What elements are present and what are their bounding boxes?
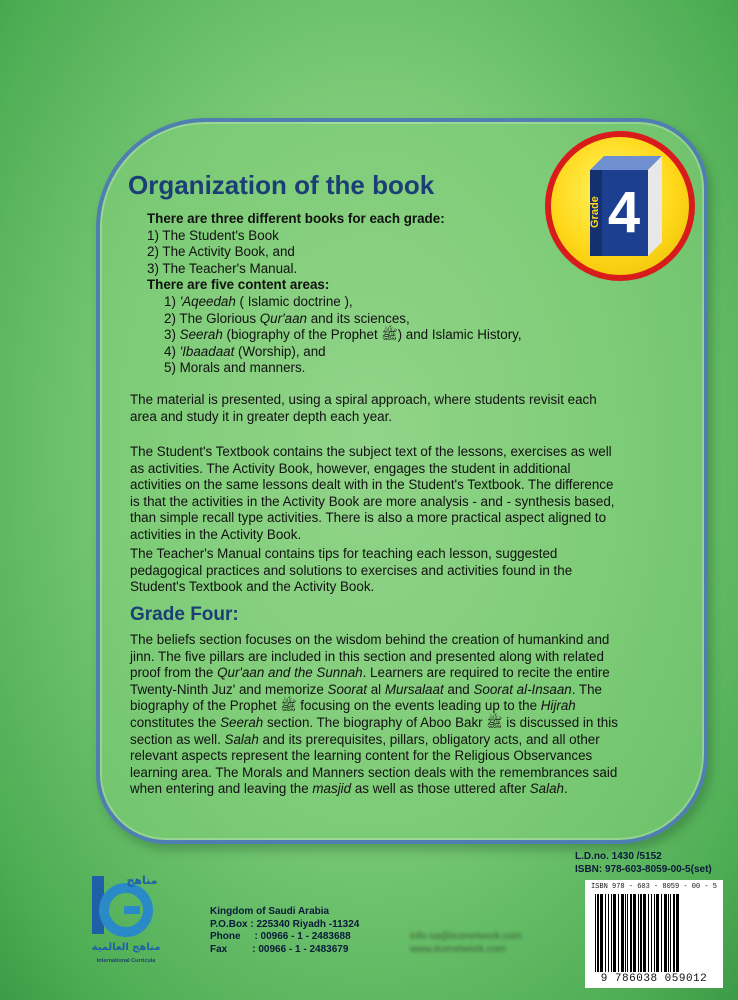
italic-term: Soorat al-Insaan [473, 681, 572, 697]
logo-arabic-bottom: مناهج العالمية [91, 942, 161, 953]
area-number: 5) Morals and manners. [164, 360, 306, 376]
barcode-bar [611, 894, 612, 972]
text-run: . Learners are required to recite the entire Twenty-Ninth Juz' and memorize [130, 665, 610, 697]
text-run: al [367, 681, 385, 697]
text-run: and [443, 681, 474, 697]
books-title: There are three different books for each grade: [147, 211, 445, 226]
barcode-bar [618, 894, 619, 972]
barcode-bar [630, 894, 632, 972]
barcode-bar [627, 894, 628, 972]
area-term: Qur'aan [259, 310, 307, 326]
badge-grade-number: 4 [607, 180, 641, 245]
paragraph-spiral: The material is presented, using a spiral approach, where students revisit each area and study it in greater depth each year. [130, 392, 597, 424]
italic-term: Seerah [220, 714, 264, 730]
book-item: 3) The Teacher's Manual. [147, 260, 298, 276]
barcode-bar [613, 894, 616, 972]
intro-list [147, 211, 597, 377]
barcode-bar [605, 894, 606, 972]
text-run: section. The biography of Aboo Bakr ﷺ is discussed in this section as well. [130, 714, 618, 747]
book-item: 1) The Student's Book [147, 227, 279, 243]
isbn-set: ISBN: 978-603-8059-00-5(set) [575, 864, 712, 875]
area-rest: (biography of the Prophet ﷺ) and Islamic History, [222, 327, 522, 343]
logo-arabic-top: مناهج [126, 874, 158, 887]
areas-list [147, 294, 597, 377]
barcode-bar [664, 894, 667, 972]
logo-caption: International Curricula [96, 958, 156, 964]
address-country: Kingdom of Saudi Arabia [210, 906, 330, 917]
italic-term: Qur'aan and the Sunnah [217, 665, 363, 681]
barcode-bar [640, 894, 642, 972]
barcode [585, 880, 723, 988]
barcode-digits: 9 786038 059012 [600, 973, 708, 985]
area-rest: (Worship), and [234, 343, 326, 359]
barcode-bar [676, 894, 679, 972]
italic-term: Soorat [327, 681, 367, 697]
barcode-bar [648, 894, 649, 972]
publisher-address [210, 906, 359, 956]
area-term: 'Aqeedah [179, 293, 236, 309]
contact-website: www.iicenetwork.com [410, 944, 506, 955]
text-run: The beliefs section focuses on the wisdom behind the creation of humankind and jinn. The five pillars are included in this section and presented along with related proof from the [130, 632, 610, 681]
area-item [164, 360, 597, 377]
areas-title: There are five content areas: [147, 277, 330, 293]
contact-email: info-sa@iicenetwork.com [410, 931, 522, 942]
paragraph-manual: The Teacher's Manual contains tips for teaching each lesson, suggested pedagogical practices and solutions to exercises and activities found in the Student's Textbook and the Activity Book. [130, 546, 573, 595]
area-item [164, 294, 597, 311]
italic-term: Hijrah [540, 698, 576, 714]
address-fax: Fax : 00966 - 1 - 2483679 [210, 943, 349, 955]
legal-info [575, 850, 712, 876]
area-rest: ( Islamic doctrine ), [235, 293, 353, 309]
italic-term: Salah [224, 731, 259, 747]
italic-term: Salah [529, 781, 564, 797]
barcode-bar [643, 894, 646, 972]
barcode-bar [661, 894, 662, 972]
legal-deposit: L.D.no. 1430 /5152 [575, 851, 662, 862]
barcode-bar [621, 894, 624, 972]
grade-heading: Grade Four: [130, 604, 239, 625]
area-item [164, 311, 597, 328]
area-number: 2) The Glorious [164, 310, 260, 326]
barcode-bar [668, 894, 669, 972]
publisher-logo [86, 870, 166, 990]
badge-grade-word: Grade [589, 196, 601, 228]
italic-term: Mursalaat [384, 681, 444, 697]
area-number: 3) [164, 327, 180, 343]
barcode-bar [656, 894, 659, 972]
area-term: 'Ibaadaat [179, 343, 235, 359]
text-run: constitutes the [130, 714, 221, 730]
barcode-bar [633, 894, 636, 972]
barcode-bar [597, 894, 599, 972]
barcode-bar [673, 894, 675, 972]
address-phone: Phone : 00966 - 1 - 2483688 [210, 931, 351, 942]
barcode-bar [651, 894, 652, 972]
barcode-bar [670, 894, 671, 972]
grade-description [130, 632, 618, 798]
barcode-bar [625, 894, 626, 972]
barcode-isbn-text: ISBN 978 - 603 - 8059 - 00 - 5 [590, 883, 718, 891]
barcode-bar [638, 894, 639, 972]
area-term: Seerah [179, 327, 223, 343]
area-number: 1) [164, 293, 180, 309]
page-title: Organization of the book [128, 170, 435, 200]
address-pobox: P.O.Box : 225340 Riyadh -11324 [210, 918, 360, 930]
italic-term: masjid [312, 781, 352, 797]
text-run: and its prerequisites, pillars, obligatory acts, and all other relevant aspects represent the learning content for the Religious Observances learning area. The Morals and Manners section deals with the remembrances said when entering and leaving the [130, 731, 618, 797]
area-rest: and its sciences, [307, 310, 410, 326]
area-number: 4) [164, 343, 180, 359]
text-run: . [564, 781, 568, 797]
book-item: 2) The Activity Book, and [147, 244, 295, 260]
area-item [164, 327, 597, 344]
paragraph-textbook: The Student's Textbook contains the subject text of the lessons, exercises as well as activities. The Activity Book, however, engages the student in additional activities on the same lessons dealt with in the Student's Textbook. The difference is that the activities in the Activity Book are more analysis - and - synthesis based, than simple recall type activities. There is also a more practical aspect aligned to activities in the Activity Book. [130, 444, 615, 542]
area-item [164, 344, 597, 361]
barcode-bars [595, 894, 713, 972]
barcode-bar [595, 894, 596, 972]
barcode-bar [654, 894, 655, 972]
barcode-bar [600, 894, 603, 972]
text-run: as well as those uttered after [351, 781, 530, 797]
barcode-bar [608, 894, 609, 972]
text-run: . The biography of the Prophet ﷺ focusing on the events leading up to the [130, 681, 603, 714]
contact-blurred [410, 930, 522, 956]
